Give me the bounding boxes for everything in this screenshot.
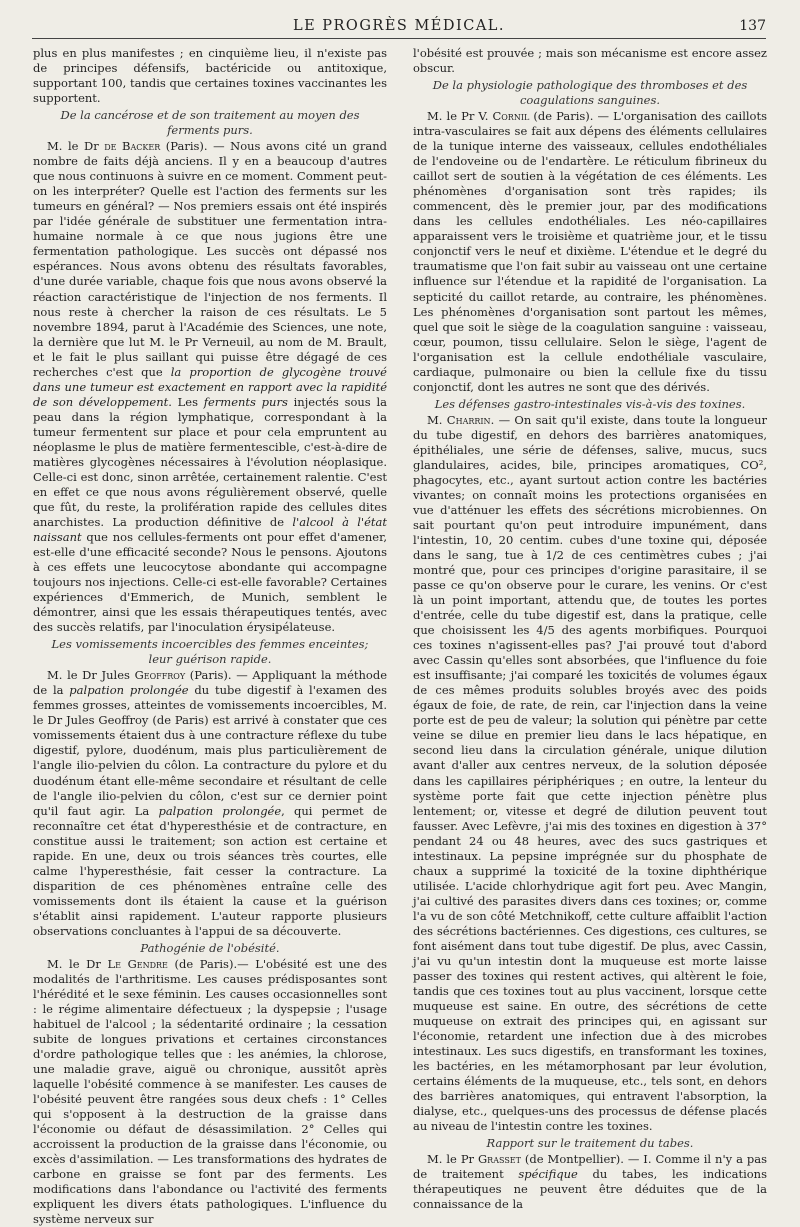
journal-title: LE PROGRÈS MÉDICAL.: [292, 18, 506, 34]
paragraph: [33, 668, 387, 939]
text-run: (de Montpellier). — I. Comme il n'y a pas de traitement: [413, 1152, 767, 1182]
emphasis: ferments purs: [203, 394, 288, 409]
text-run: , qui permet de reconnaître cet état d'hyperesthésie et de contracture, en constitue aussi le traitement; son action est certaine et rapide. En une, deux ou trois séances très courtes, elle calme l'hyperesthésie, fait cesser la contracture. La disparition de ces phénomènes entraîne celle des vomissements dont ils étaient la cause et la guérison s'établit ainsi rapidement. L'auteur rapporte plusieurs observations concluantes à l'appui de sa découverte.: [33, 803, 388, 938]
right-column: [413, 46, 767, 1212]
text-run: (de Paris). — L'organisation des caillots intra-vasculaires se fait aux dépens des éléments cellulaires de la tunique interne des vaisseaux, cellules endothéliales de l'endoveine ou de l'endartère. Le réticulum fibrineux du caillot sert de soutien à la végétation de ces éléments. Les phénomènes d'organisation sont très rapides; ils commencent, dès le premier jour, par des modifications dans les cellules endothéliales. Les néo-capillaires apparaissent vers le troisième et quatrième jour, et le tissu conjonctif vers le neuf et dixième. L'étendue et le degré du traumatisme que l'on fait subir au vaisseau ont une certaine influence sur l'étendue et la rapidité de l'organisation. La septicité du caillot retarde, au contraire, les phénomènes. Les phénomènes d'organisation sont partout les mêmes, quel que soit le siège de la coagulation sanguine : vaisseau, cœur, poumon, tissu cellulaire. Selon le siège, l'agent de l'organisation est la cellule endothéliale vasculaire, cardiaque, pulmonaire ou bien la cellule fixe du tissu conjonctif, dont les autres ne sont que des dérivés.: [413, 109, 767, 394]
emphasis: spécifique: [518, 1167, 578, 1182]
speaker-title: M. le Dr: [47, 956, 108, 971]
speaker-name: Geoffroy: [134, 668, 186, 683]
section-heading: Les défenses gastro-intestinales vis-à-vis des toxines.: [434, 396, 746, 411]
paragraph: [33, 139, 387, 635]
emphasis: l'alcool à l'état naissant: [33, 514, 387, 544]
emphasis: la proportion de glycogène trouvé dans une tumeur est exactement en rapport avec la rapidité de son développement: [33, 364, 387, 409]
text-run: . — On sait qu'il existe, dans toute la longueur du tube digestif, en dehors des barrières anatomiques, épithéliales, une série de défenses, salive, mucus, sucs glandulaires, acides, bile, principes aromatiques, CO², phagocytes, etc., ayant surtout action contre les bactéries vivantes; on connaît moins les protections organisées en vue d'atténuer les effets des sécrétions microbiennes. On sait pourtant qu'on peut introduire impunément, dans l'intestin, 10, 20 centim. cubes d'une toxine qui, déposée dans le sang, tue à 1/2 de ces centimètres cubes ; j'ai montré que, pour ces principes d'origine parasitaire, il se passe ce qu'on observe pour le curare, les venins. Or c'est là un point important, attendu que, de toutes les portes d'entrée, celle du tube digestif est, dans la pratique, celle que choisissent les 4/5 des agents morbifiques. Pourquoi ces toxines n'agissent-elles pas? J'ai prouvé tout d'abord avec Cassin qu'elles sont absorbées, que l'influence du foie est insuffisante; j'ai comparé les toxicités de volumes égaux de ces mêmes produits solubles broyés avec des poids égaux de foie, de rate, de rein, car l'injection dans la veine porte est de peu de valeur; la solution qui pénètre par cette veine se dilue en premier lieu dans le lacs hépatique, en second lieu dans la circulation générale, unique dilution avant d'aller aux centres nerveux, de la solution déposée dans les capillaires périphériques ; en outre, la lenteur du système porte fait que cette injection pénètre plus lentement; or, vitesse et degré de dilution peuvent tout fausser. Avec Lefèvre, j'ai mis des toxines en digestion à 37° pendant 24 ou 48 heures, avec des sucs gastriques et intestinaux. La pepsine imprégnée sur du phosphate de chaux a supprimé la toxicité de la toxine diphthérique utilisée. L'acide chlorhydrique agit fort peu. Avec Mangin, j'ai cultivé des parasites divers dans ces toxines; or, comme l'a vu de son côté Metchnikoff, cette culture affaiblit l'action des sécrétions bactériennes. Ces digestions, ces cultures, se font aisément dans tout tube digestif. De plus, avec Cassin, j'ai vu qu'un intestin dont la muqueuse est morte laisse passer des toxines qui restent actives, qui altèrent le foie, tandis que ces toxines tout au plus vaccinent, lorsque cette muqueuse est saine. En outre, des sécrétions de cette muqueuse on extrait des principes qui, en agissant sur l'économie, retardent une infection due à des microbes intestinaux. Les sucs digestifs, en transformant les toxines, les bactéries, en les métamorphosant par leur évolution, certains éléments de la muqueuse, etc., tels sont, en dehors des barrières anatomiques, qui entravent l'absorption, la dialyse, etc., quelques-uns des processus de défense placés au niveau de l'intestin contre les toxines.: [413, 412, 767, 1134]
paragraph: [413, 109, 767, 395]
paragraph: [413, 413, 767, 1135]
text-run: injectés sous la peau dans la région lymphatique, correspondant à la tumeur fermentent sur place et pour cela empruntent au néoplasme le plus de matière fermentescible, c'est-à-dire de matières glycogènes nécessaires à l'évolution néoplasique. Celle-ci est donc, sinon arrêtée, certainement ralentie. C'est en effet ce que nous avons régulièrement observé, quelle que fût, du reste, la prolifération rapide des cellules dites anarchistes. La production définitive de: [33, 394, 387, 529]
speaker-title: M. le Dr: [47, 139, 105, 154]
text-run: (Paris). — Appliquant la méthode de la: [33, 668, 387, 698]
speaker-name: Le Gendre: [107, 956, 168, 971]
section-heading: Rapport sur le traitement du tabes.: [486, 1136, 694, 1151]
section-heading: Pathogénie de l'obésité.: [140, 940, 280, 955]
speaker-name: Grasset: [478, 1152, 521, 1167]
emphasis: palpation prolongée: [69, 683, 189, 698]
running-header: [32, 16, 766, 39]
text-run: du tube digestif à l'examen des femmes grosses, atteintes de vomissements incoercibles, M. le Dr Jules Geoffroy (de Paris) est arrivé à constater que ces vomissements étaient dus à une contracture réflexe du tube digestif, pylore, duodénum, mais plus particulièrement de l'angle ilio-pelvien du côlon. La contracture du pylore et du duodénum étant elle-même secondaire et résultant de celle de l'angle ilio-pelvien du côlon, c'est sur ce dernier point qu'il faut agir. La: [33, 683, 388, 818]
paragraph: plus en plus manifestes ; en cinquième lieu, il n'existe pas de principes défensifs, bactéricide ou antitoxique, supportant 100, tandis que certaines toxines vaccinantes les supportent.: [33, 46, 387, 106]
text-run: que nos cellules-ferments ont pour effet d'amener, est-elle d'une efficacité seconde? Nous le pensons. Ajoutons à ces effets une leucocytose abondante qui accompagne toujours nos injections. Celle-ci est-elle favorable? Certaines expériences d'Emmerich, de Munich, semblent le démontrer, ainsi que les essais thérapeutiques tentés, avec des succès relatifs, par l'inoculation érysipélateuse.: [33, 530, 387, 635]
speaker-title: M.: [427, 412, 447, 427]
text-run: . Les: [168, 394, 204, 409]
emphasis: palpation prolongée: [158, 803, 282, 818]
speaker-title: M. le Pr: [427, 1152, 478, 1167]
left-column: [33, 46, 387, 1227]
speaker-title: M. le Pr V.: [427, 109, 493, 124]
speaker-title: M. le Dr Jules: [47, 668, 135, 683]
section-heading: De la cancérose et de son traitement au moyen des ferments purs.: [60, 108, 360, 138]
speaker-name: Cornil: [492, 109, 530, 124]
text-run: (Paris). — Nous avons cité un grand nombre de faits déjà anciens. Il y en a beaucoup d'autres que nous continuons à suivre en ce moment. Comment peut-on les interpréter? Quelle est l'action des ferments sur les tumeurs en général? — Nos premiers essais ont été inspirés par l'idée générale de substituer une fermentation intra-humaine normale à ce que nous jugions être une fermentation pathologique. Les succès ont dépassé nos espérances. Nous avons obtenu des résultats favorables, d'une durée variable, chaque fois que nous avons observé la réaction caractéristique de l'injection de nos ferments. Il nous reste à chercher la raison de ces résultats. Le 5 novembre 1894, parut à l'Académie des Sciences, une note, la dernière que lut M. le Pr Verneuil, au nom de M. Brault, et le fait le plus saillant qui puisse être dégagé de ces recherches c'est que: [33, 139, 387, 379]
speaker-name: Charrin: [446, 412, 491, 427]
speaker-name: de Backer: [104, 139, 161, 154]
text-run: du tabes, les indications thérapeutiques ne peuvent être déduites que de la connaissance de la: [413, 1167, 767, 1212]
paragraph: [413, 1152, 767, 1212]
text-run: (de Paris).— L'obésité est une des modalités de l'arthritisme. Les causes prédisposantes sont l'hérédité et le sexe féminin. Les causes occasionnelles sont : le régime alimentaire défectueux ; la dyspepsie ; l'usage habituel de l'alcool ; la sédentarité ordinaire ; la cessation subite de longues privations et certaines circonstances d'ordre pathologique telles que : les anémies, la chlorose, une maladie grave, aiguë ou chronique, aussitôt après laquelle l'obésité commence à se manifester. Les causes de l'obésité peuvent être rangées sous deux chefs : 1° Celles qui s'opposent à la destruction de la graisse dans l'économie ou défaut de désassimilation. 2° Celles qui accroissent la production de la graisse dans l'économie, ou excès d'assimilation. — Les transformations des hydrates de carbone en graisse se font par des ferments. Les modifications dans l'abondance ou l'activité des ferments expliquent les divers états pathologiques. L'influence du système nerveux sur: [33, 956, 387, 1227]
paragraph: l'obésité est prouvée ; mais son mécanisme est encore assez obscur.: [413, 46, 767, 76]
section-heading: De la physiologie pathologique des thromboses et des coagulations sanguines.: [432, 78, 748, 108]
paragraph: [33, 957, 387, 1227]
section-heading: Les vomissements incoercibles des femmes enceintes; leur guérison rapide.: [51, 637, 369, 667]
page-number: 137: [739, 18, 766, 34]
